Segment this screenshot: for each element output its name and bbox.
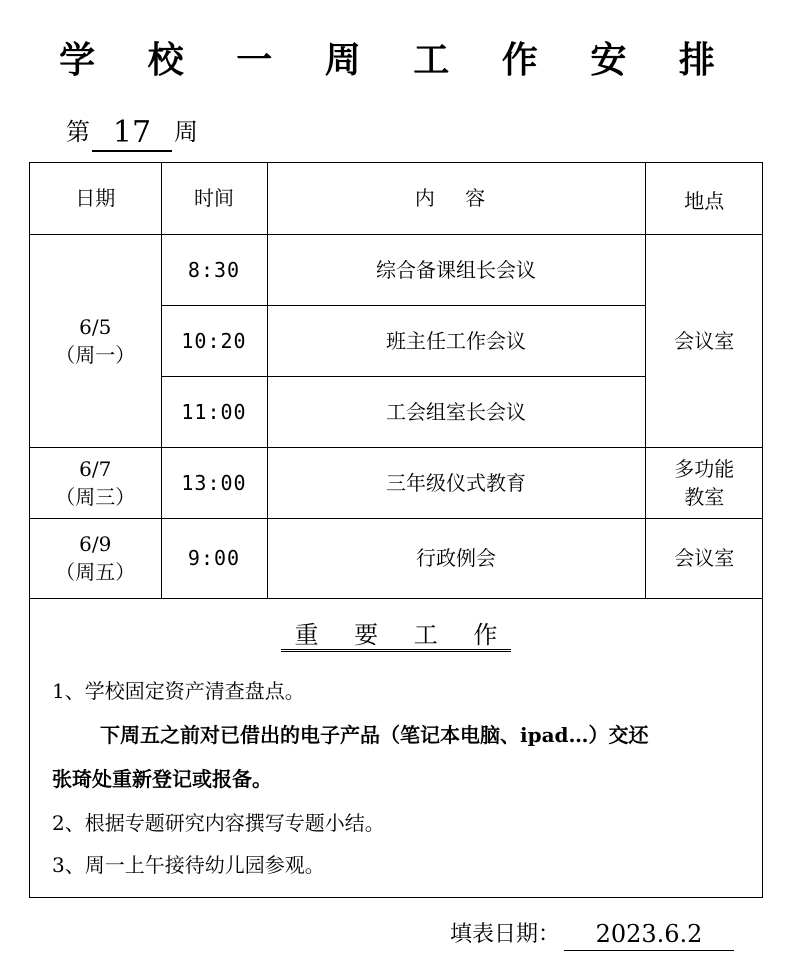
document-title: 学 校 一 周 工 作 安 排: [59, 39, 735, 81]
place-cell: 会议室: [645, 234, 763, 447]
date-text: 6/5: [79, 314, 112, 339]
header-place-text: 地点: [684, 189, 725, 214]
content-cell: 三年级仪式教育: [267, 447, 645, 518]
header-content: 内 容: [267, 163, 645, 234]
weekday-text: （周三）: [55, 484, 136, 509]
content-cell: 综合备课组长会议: [267, 234, 645, 305]
date-cell-wednesday: [30, 447, 161, 518]
key-work-title: [30, 619, 762, 651]
time-cell: 13:00: [161, 447, 267, 518]
key-work-item: 1、学校固定资产清查盘点。: [52, 678, 305, 703]
time-cell: 8:30: [161, 234, 267, 305]
content-cell: 工会组室长会议: [267, 376, 645, 447]
key-work-item: 2、根据专题研究内容撰写专题小结。: [52, 810, 385, 835]
place-line: 教室: [684, 484, 725, 509]
weekday-text: （周五）: [55, 560, 136, 584]
week-number: 17: [92, 116, 172, 152]
content-cell: 行政例会: [267, 518, 645, 598]
weekday-text: （周一）: [55, 342, 136, 367]
key-work-item: 3、周一上午接待幼儿园参观。: [52, 852, 325, 877]
place-cell: 会议室: [645, 518, 763, 598]
date-text: 6/7: [79, 456, 112, 481]
schedule-table-frame: [29, 162, 763, 898]
key-work-section: [30, 599, 762, 897]
week-suffix: 周: [174, 118, 198, 146]
date-text: 6/9: [79, 532, 112, 556]
fill-date: [450, 918, 734, 951]
schedule-table: [30, 163, 763, 599]
place-line: 多功能: [674, 456, 735, 481]
time-cell: 9:00: [161, 518, 267, 598]
date-cell-monday: [30, 234, 161, 447]
table-header-row: [30, 163, 763, 234]
key-work-title-text: 重 要 工 作: [281, 621, 512, 652]
fill-date-value: 2023.6.2: [564, 918, 734, 951]
date-cell-friday: [30, 518, 161, 598]
time-cell: 11:00: [161, 376, 267, 447]
time-cell: 10:20: [161, 305, 267, 376]
header-time: 时间: [161, 163, 267, 234]
key-work-item-detail: 下周五之前对已借出的电子产品（笔记本电脑、ipad…）交还: [100, 722, 649, 747]
week-prefix: 第: [66, 118, 90, 146]
key-work-item-detail: 张琦处重新登记或报备。: [52, 766, 272, 791]
place-cell: [645, 447, 763, 518]
table-row: [30, 234, 763, 305]
header-date: 日期: [30, 163, 161, 234]
fill-date-label: 填表日期：: [450, 922, 561, 947]
table-row: [30, 447, 763, 518]
content-cell: 班主任工作会议: [267, 305, 645, 376]
week-label: [66, 112, 198, 152]
header-place: [645, 163, 763, 234]
table-row: [30, 518, 763, 598]
